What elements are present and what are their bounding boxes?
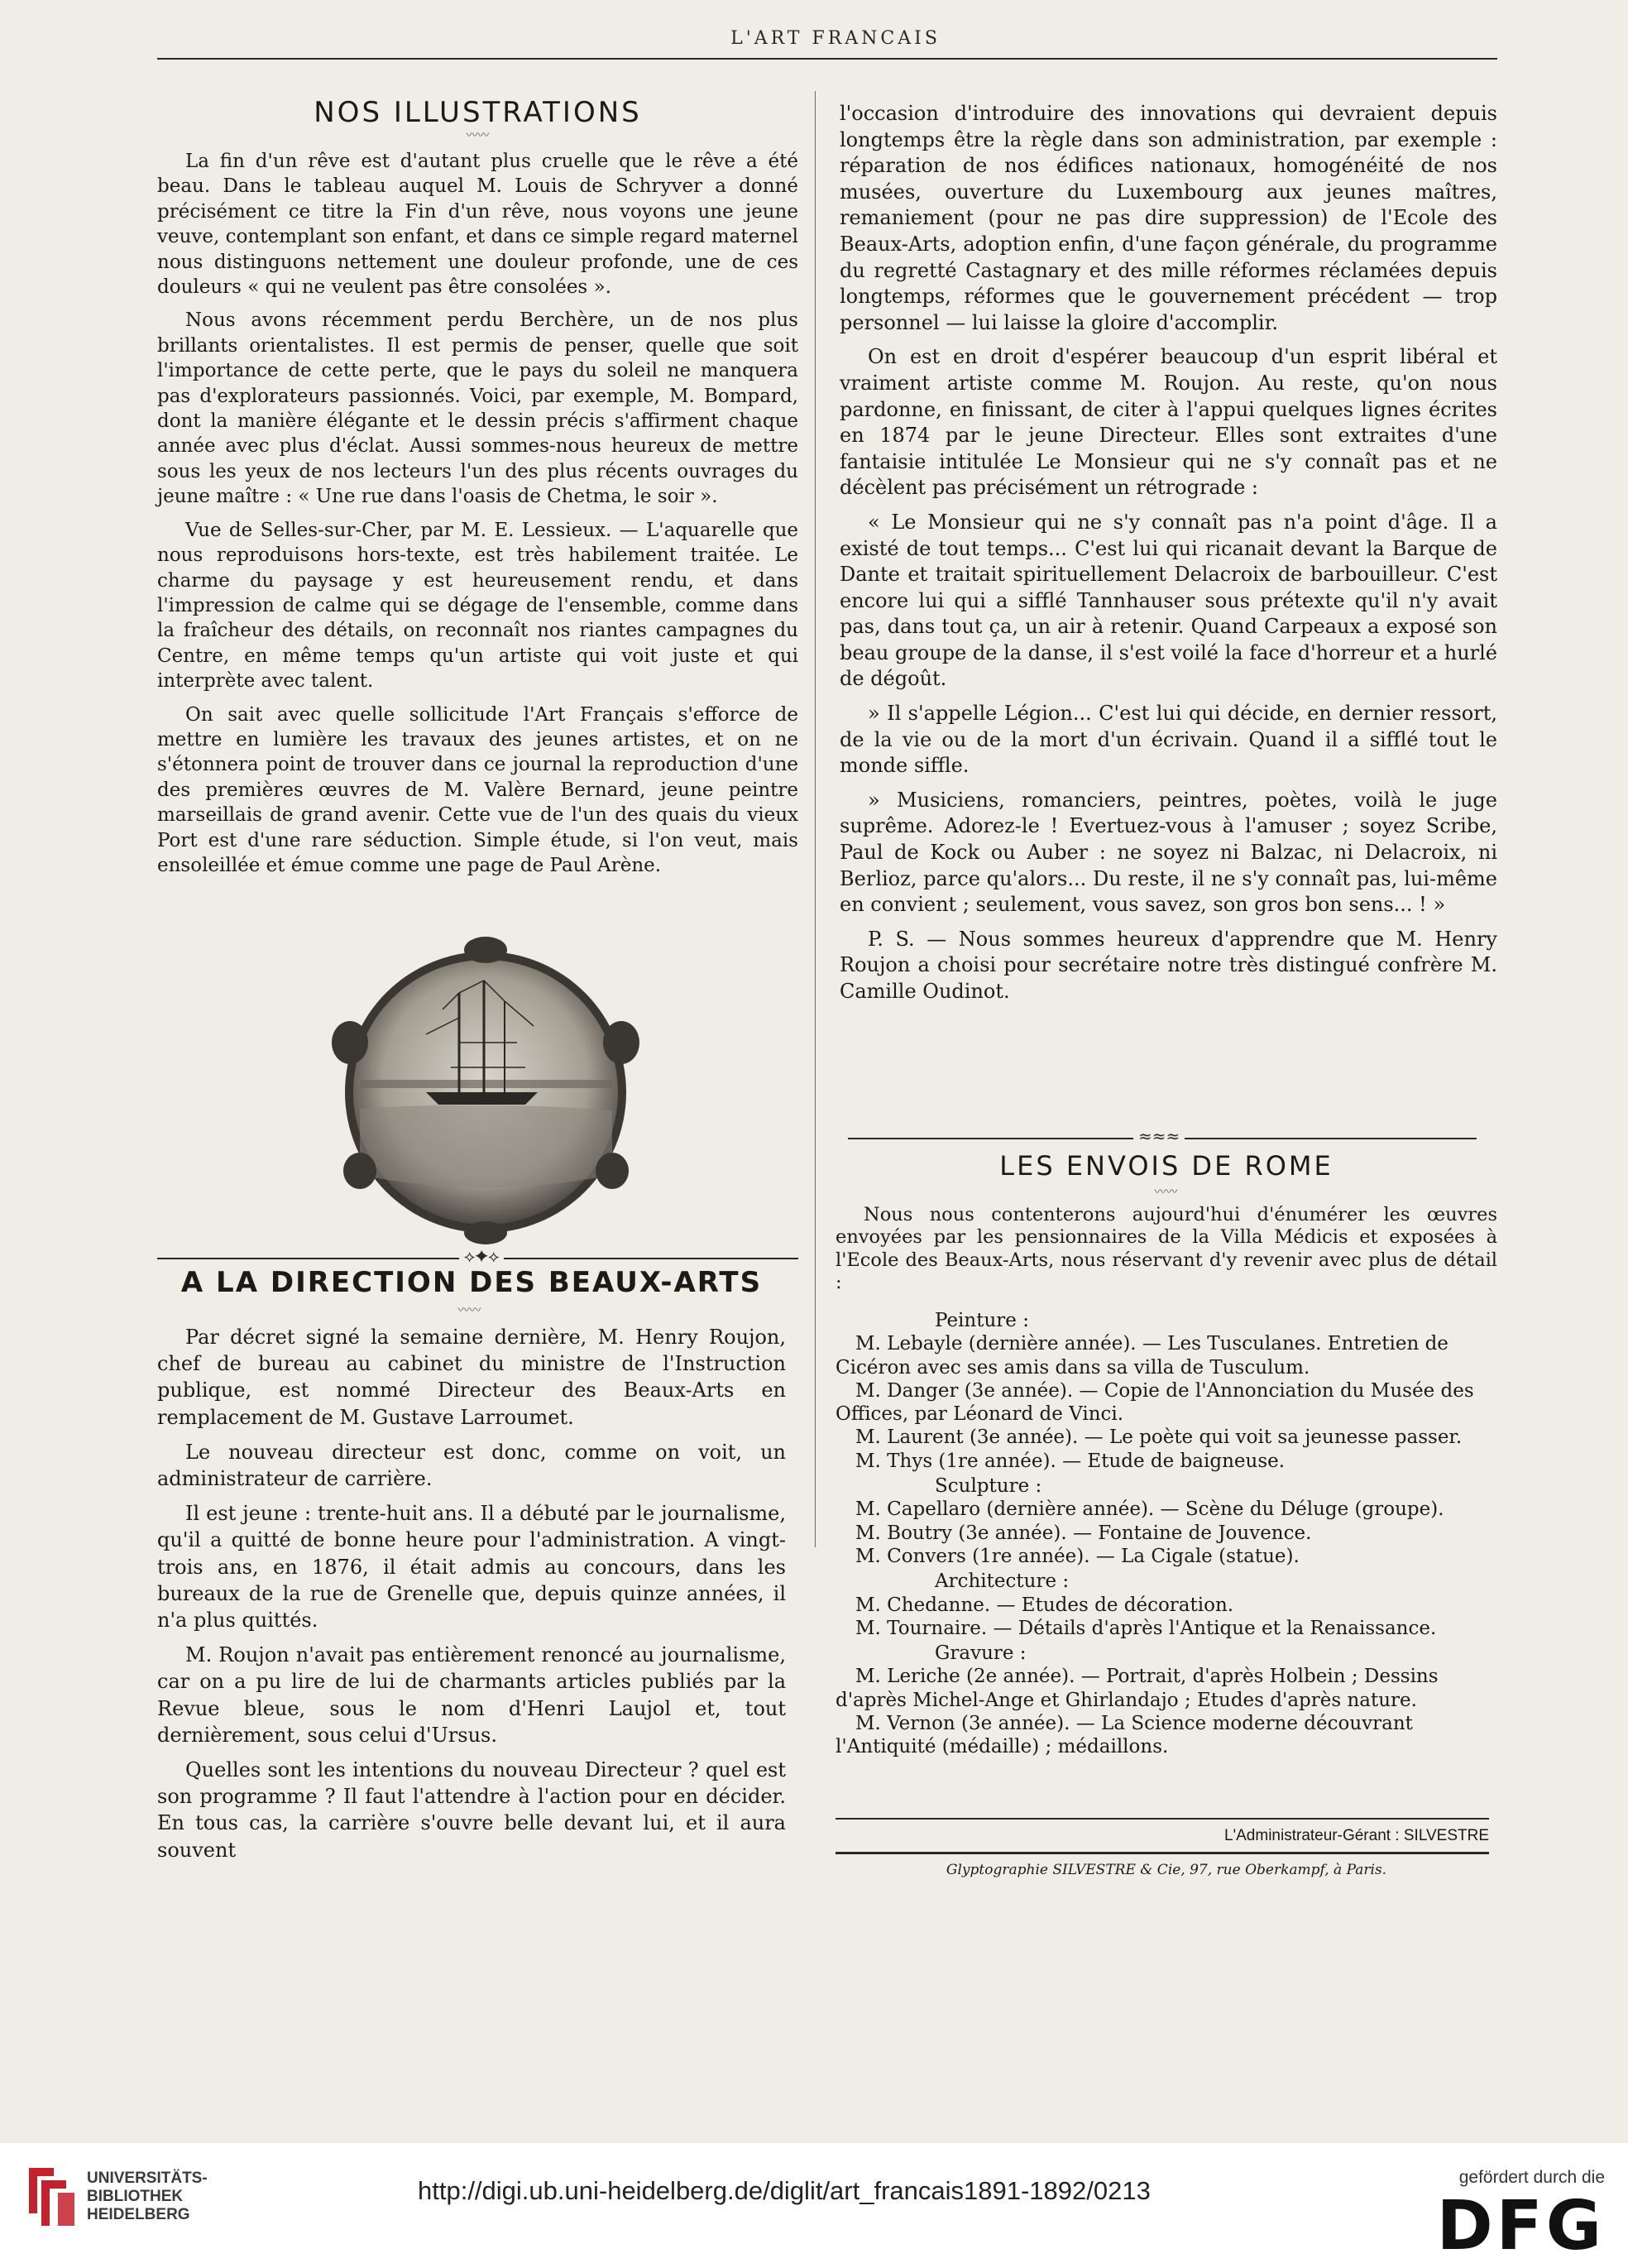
paragraph: Nous avons récemment perdu Berchère, un de nos plus brillants orientalistes. Il est permis de penser, quelle que soit l'importance de cette perte, que le pays du soleil ne manquera pas d'explorateurs passionnés. Voici, par exemple, M. Bompard, dont la manière élégante et le dessin précis s'affirment chaque année avec plus d'éclat. Aussi sommes-nous heureux de mettre sous les yeux de nos lecteurs l'un des plus récents ouvrages du jeune maître : « Une rue dans l'oasis de Chetma, le soir ».: [157, 309, 798, 508]
paragraph: Vue de Selles-sur-Cher, par M. E. Lessieux. — L'aquarelle que nous reproduisons hors-texte, est très habilement traitée. Le charme du paysage y est heureusement rendu, et dans l'impression de calme qui se dégage de l'ensemble, comme dans la fraîcheur des détails, on reconnaît nos riantes campagnes du Centre, en même temps qu'un artiste qui voit juste et qui interprète avec talent.: [157, 519, 798, 693]
list-item: M. Convers (1re année). — La Cigale (statue).: [855, 1545, 1300, 1567]
category-heading: Sculpture :: [935, 1475, 1042, 1498]
direction-continuation-body: [840, 101, 1497, 1014]
paragraph: M. Roujon n'avait pas entièrement renoncé au journalisme, car on a pu lire de lui de charmants articles publiés par la Revue bleue, sous le nom d'Henri Laujol et, tout dernièrement, sous celui d'Ursus.: [157, 1643, 786, 1747]
paragraph: Nous nous contenterons aujourd'hui d'énumérer les œuvres envoyées par les pensionnaires de la Villa Médicis et exposées à l'Ecole des Beaux-Arts, nous réservant d'y revenir avec plus de détail :: [836, 1204, 1497, 1294]
title-squiggle: 〰〰: [457, 1304, 481, 1317]
rule-ornament: ≈≈≈: [1133, 1126, 1185, 1146]
paragraph: Quelles sont les intentions du nouveau Directeur ? quel est son programme ? Il faut l'attendre à l'action pour en décider. En tous cas, la carrière s'ouvre belle devant lui, et il aura souvent: [157, 1758, 786, 1862]
list-item: M. Vernon (3e année). — La Science moderne découvrant l'Antiquité (médaille) ; médaillons.: [836, 1713, 1413, 1758]
list-item: M. Laurent (3e année). — Le poète qui voit sa jeunesse passer.: [855, 1426, 1463, 1449]
paragraph: Il est jeune : trente-huit ans. Il a débuté par le journalisme, qu'il a quitté de bonne heure pour l'administration. A vingt-trois ans, en 1876, il était admis au concours, dans les bureaux de la rue de Grenelle que, depuis quinze années, il n'a plus quittés.: [157, 1502, 786, 1633]
administrator-line: L'Administrateur-Gérant : SILVESTRE: [1223, 1827, 1489, 1844]
quote-paragraph: » Musiciens, romanciers, peintres, poètes, voilà le juge suprême. Adorez-le ! Evertuez-vous à l'amuser ; soyez Scribe, Paul de Kock ou Auber : ne soyez ni Balzac, ni Delacroix, ni Berlioz, parce qu'alors... Du reste, il ne s'y connaît pas, lui-même en convient ; seulement, vous savez, son gros bon sens... ! »: [840, 788, 1497, 917]
printer-line: Glyptographie SILVESTRE & Cie, 97, rue Oberkampf, à Paris.: [946, 1862, 1387, 1878]
title-squiggle: 〰〰: [1154, 1186, 1178, 1199]
category-heading: Peinture :: [935, 1310, 1029, 1331]
header-rule: [157, 58, 1497, 60]
library-name: UNIVERSITÄTS- BIBLIOTHEK HEIDELBERG: [87, 2170, 208, 2223]
category-heading: Gravure :: [935, 1642, 1027, 1665]
category-heading: Architecture :: [935, 1570, 1070, 1593]
imprint-rule: [836, 1818, 1489, 1820]
paragraph: On est en droit d'espérer beaucoup d'un esprit libéral et vraiment artiste comme M. Roujon. Au reste, qu'on nous pardonne, en finissant, de citer à l'appui quelques lignes écrites en 1874 par le jeune Directeur. Elles sont extraites d'une fantaisie intitulée Le Monsieur qui ne s'y connaît pas et ne décèlent pas précisément un rétrograde :: [840, 345, 1497, 500]
funded-by-label: gefördert durch die: [1458, 2168, 1605, 2187]
list-item: M. Danger (3e année). — Copie de l'Annonciation du Musée des Offices, par Léonard de Vinci.: [836, 1379, 1474, 1426]
section-title-envois-de-rome: LES ENVOIS DE ROME: [999, 1150, 1334, 1182]
nos-illustrations-body: [157, 149, 798, 886]
list-item: M. Thys (1re année). — Etude de baigneuse.: [855, 1450, 1286, 1472]
list-item: M. Leriche (2e année). — Portrait, d'après Holbein ; Dessins d'après Michel-Ange et Ghirlandajo ; Etudes d'après nature.: [836, 1666, 1439, 1711]
title-squiggle: 〰〰: [466, 129, 490, 142]
list-item: M. Tournaire. — Détails d'après l'Antique et la Renaissance.: [855, 1617, 1437, 1639]
imprint-rule: [836, 1852, 1489, 1854]
list-item: M. Lebayle (dernière année). — Les Tusculanes. Entretien de Cicéron avec ses amis dans sa villa de Tusculum.: [836, 1333, 1448, 1379]
quote-paragraph: » Il s'appelle Légion... C'est lui qui décide, en dernier ressort, de la vie ou de la mort d'un écrivain. Quand il a sifflé tout le monde siffle.: [840, 702, 1497, 778]
ub-heidelberg-logo-icon: [21, 2164, 79, 2230]
running-title: L'ART FRANCAIS: [730, 28, 941, 49]
permalink-url[interactable]: http://digi.ub.uni-heidelberg.de/diglit/art_francais1891-1892/0213: [418, 2176, 1151, 2205]
envois-intro: [836, 1204, 1497, 1303]
list-item: M. Capellaro (dernière année). — Scène du Déluge (groupe).: [855, 1498, 1444, 1521]
rule-ornament: ⟡✦⟡: [459, 1246, 504, 1266]
column-divider: [815, 91, 816, 1547]
section-title-direction-beaux-arts: A LA DIRECTION DES BEAUX-ARTS: [180, 1266, 763, 1299]
paragraph: Par décret signé la semaine dernière, M. Henry Roujon, chef de bureau au cabinet du ministre de l'Instruction publique, est nommé Directeur des Beaux-Arts en remplacement de M. Gustave Larroumet.: [157, 1326, 786, 1429]
tambourine-ship-vignette: [327, 935, 645, 1245]
direction-beaux-arts-body: [157, 1324, 786, 1872]
quote-paragraph: « Le Monsieur qui ne s'y connaît pas n'a point d'âge. Il a existé de tout temps... C'est lui qui ricanait devant la Barque de Dante et traitait spirituellement Delacroix de barbouilleur. C'est encore lui qui a sifflé Tannhauser sous prétexte qu'il n'y avait pas, dans tout ça, un air à retenir. Quand Carpeaux a exposé son beau groupe de la danse, il s'est voilé la face d'horreur et a hurlé de dégoût.: [840, 510, 1497, 691]
paragraph: l'occasion d'introduire des innovations qui devraient depuis longtemps être la règle dans son administration, par exemple : réparation de nos édifices nationaux, homogénéité de nos musées, ouverture du Luxembourg aux jeunes maîtres, remaniement (pour ne pas dire suppression) de l'Ecole des Beaux-Arts, adoption enfin, d'une façon générale, du programme du regretté Castagnary et des mille réformes réclamées depuis longtemps, réformes que le gouvernement précédent — trop personnel — lui laisse la gloire d'accomplir.: [840, 102, 1497, 334]
list-item: M. Boutry (3e année). — Fontaine de Jouvence.: [855, 1522, 1312, 1544]
postscript: P. S. — Nous sommes heureux d'apprendre que M. Henry Roujon a choisi pour secrétaire notre très distingué confrère M. Camille Oudinot.: [840, 927, 1497, 1003]
paragraph: On sait avec quelle sollicitude l'Art Français s'efforce de mettre en lumière les travaux des jeunes artistes, et on ne s'étonnera point de trouver dans ce journal la reproduction d'une des premières œuvres de M. Valère Bernard, jeune peintre marseillais de grand avenir. Cette vue de l'un des quais du vieux Port est d'une rare séduction. Simple étude, si l'on veut, mais ensoleillée et émue comme une page de Paul Arène.: [157, 703, 798, 876]
list-item: M. Chedanne. — Etudes de décoration.: [855, 1594, 1234, 1616]
paragraph: Le nouveau directeur est donc, comme on voit, un administrateur de carrière.: [157, 1440, 786, 1491]
envois-list: [836, 1307, 1497, 1759]
section-title-nos-illustrations: NOS ILLUSTRATIONS: [314, 96, 642, 129]
dfg-logo: DFG: [1436, 2187, 1605, 2266]
paragraph: La fin d'un rêve est d'autant plus cruelle que le rêve a été beau. Dans le tableau auquel M. Louis de Schryver a donné précisément ce titre la Fin d'un rêve, nous voyons une jeune veuve, contemplant son enfant, et dans ce simple regard maternel nous distinguons nettement une douleur profonde, une de ces douleurs « qui ne veulent pas être consolées ».: [157, 151, 798, 299]
